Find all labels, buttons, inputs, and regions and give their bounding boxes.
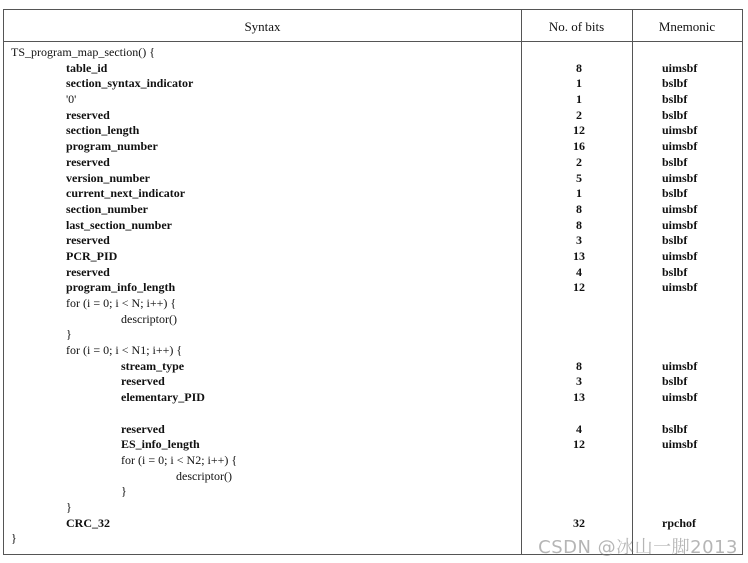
mnemonic-cell: uimsbf xyxy=(662,139,698,154)
header-bits: No. of bits xyxy=(548,19,605,34)
syntax-cell: for (i = 0; i < N1; i++) { xyxy=(66,343,183,358)
table-row xyxy=(4,374,742,390)
syntax-cell: section_length xyxy=(66,123,140,138)
table-row xyxy=(4,202,742,218)
mnemonic-cell: bslbf xyxy=(662,186,688,201)
bits-cell: 1 xyxy=(576,92,582,107)
syntax-cell: reserved xyxy=(121,374,165,389)
bits-cell: 12 xyxy=(573,437,585,452)
bits-cell: 32 xyxy=(573,515,585,530)
table-row xyxy=(4,45,742,61)
syntax-cell: } xyxy=(11,531,17,546)
bits-cell: 1 xyxy=(576,186,582,201)
syntax-cell: version_number xyxy=(66,170,150,185)
table-row xyxy=(4,296,742,312)
mnemonic-cell: bslbf xyxy=(662,92,688,107)
table-row xyxy=(4,76,742,92)
syntax-cell: current_next_indicator xyxy=(66,186,186,201)
syntax-cell: reserved xyxy=(66,107,110,122)
mnemonic-cell: bslbf xyxy=(662,421,688,436)
mnemonic-cell: bslbf xyxy=(662,374,688,389)
bits-cell: 8 xyxy=(576,217,582,232)
bits-cell: 5 xyxy=(576,170,582,185)
table-row xyxy=(4,233,742,249)
table-row xyxy=(4,359,742,375)
syntax-cell: } xyxy=(66,327,72,342)
mnemonic-cell: uimsbf xyxy=(662,201,698,216)
mnemonic-cell: uimsbf xyxy=(662,217,698,232)
watermark: CSDN @冰山一脚2013 xyxy=(538,537,738,558)
table-row xyxy=(4,453,742,469)
syntax-cell: descriptor() xyxy=(176,468,232,483)
table-row xyxy=(4,186,742,202)
bits-cell: 2 xyxy=(576,107,582,122)
mnemonic-cell: uimsbf xyxy=(662,390,698,405)
mnemonic-cell: uimsbf xyxy=(662,358,698,373)
table-row xyxy=(4,218,742,234)
syntax-cell: for (i = 0; i < N2; i++) { xyxy=(121,452,238,467)
mnemonic-cell: bslbf xyxy=(662,107,688,122)
table-row xyxy=(4,343,742,359)
mnemonic-cell: uimsbf xyxy=(662,170,698,185)
syntax-cell: elementary_PID xyxy=(121,390,205,405)
mnemonic-cell: uimsbf xyxy=(662,123,698,138)
table-row xyxy=(4,406,742,422)
table-row xyxy=(4,469,742,485)
table-row xyxy=(4,312,742,328)
syntax-cell: } xyxy=(121,484,127,499)
header-mnemonic: Mnemonic xyxy=(658,19,716,34)
syntax-cell: last_section_number xyxy=(66,217,172,232)
mnemonic-cell: uimsbf xyxy=(662,280,698,295)
syntax-cell: reserved xyxy=(66,233,110,248)
bits-cell: 3 xyxy=(576,233,582,248)
table-row xyxy=(4,108,742,124)
header-divider xyxy=(4,41,742,42)
table-row xyxy=(4,123,742,139)
table-row xyxy=(4,280,742,296)
table-row xyxy=(4,422,742,438)
syntax-cell: '0' xyxy=(66,92,77,107)
syntax-cell: program_info_length xyxy=(66,280,176,295)
mnemonic-cell: bslbf xyxy=(662,233,688,248)
syntax-table xyxy=(3,9,743,555)
bits-cell: 8 xyxy=(576,201,582,216)
bits-cell: 13 xyxy=(573,390,585,405)
table-row xyxy=(4,61,742,77)
syntax-cell: reserved xyxy=(66,264,110,279)
syntax-cell: ES_info_length xyxy=(121,437,200,452)
bits-cell: 3 xyxy=(576,374,582,389)
bits-cell: 12 xyxy=(573,280,585,295)
bits-cell: 16 xyxy=(573,139,585,154)
mnemonic-cell: uimsbf xyxy=(662,437,698,452)
syntax-cell: section_syntax_indicator xyxy=(66,76,194,91)
syntax-cell: for (i = 0; i < N; i++) { xyxy=(66,296,177,310)
mnemonic-cell: bslbf xyxy=(662,154,688,169)
table-row xyxy=(4,500,742,516)
syntax-cell: descriptor() xyxy=(121,311,177,326)
mnemonic-cell: bslbf xyxy=(662,76,688,91)
bits-cell: 12 xyxy=(573,123,585,138)
table-body xyxy=(4,45,742,547)
syntax-cell: program_number xyxy=(66,139,158,154)
mnemonic-cell: uimsbf xyxy=(662,60,698,75)
table-row xyxy=(4,390,742,406)
bits-cell: 8 xyxy=(576,358,582,373)
bits-cell: 4 xyxy=(576,264,582,279)
table-row xyxy=(4,92,742,108)
syntax-cell: reserved xyxy=(66,154,110,169)
table-row xyxy=(4,327,742,343)
bits-cell: 1 xyxy=(576,76,582,91)
header-syntax: Syntax xyxy=(244,19,281,34)
syntax-cell: PCR_PID xyxy=(66,248,118,263)
bits-cell: 8 xyxy=(576,60,582,75)
table-row xyxy=(4,249,742,265)
syntax-cell: TS_program_map_section() { xyxy=(11,45,156,59)
bits-cell: 2 xyxy=(576,154,582,169)
table-row xyxy=(4,484,742,500)
table-row xyxy=(4,516,742,532)
syntax-cell: table_id xyxy=(66,60,108,75)
table-row xyxy=(4,171,742,187)
bits-cell: 13 xyxy=(573,248,585,263)
table-row xyxy=(4,139,742,155)
table-row xyxy=(4,155,742,171)
table-row xyxy=(4,437,742,453)
mnemonic-cell: uimsbf xyxy=(662,248,698,263)
bits-cell: 4 xyxy=(576,421,582,436)
table-row xyxy=(4,265,742,281)
syntax-cell: section_number xyxy=(66,201,148,216)
syntax-cell: stream_type xyxy=(121,358,185,373)
mnemonic-cell: rpchof xyxy=(662,515,696,530)
syntax-cell: } xyxy=(66,499,72,514)
syntax-cell: CRC_32 xyxy=(66,515,110,530)
mnemonic-cell: bslbf xyxy=(662,264,688,279)
syntax-cell: reserved xyxy=(121,421,165,436)
